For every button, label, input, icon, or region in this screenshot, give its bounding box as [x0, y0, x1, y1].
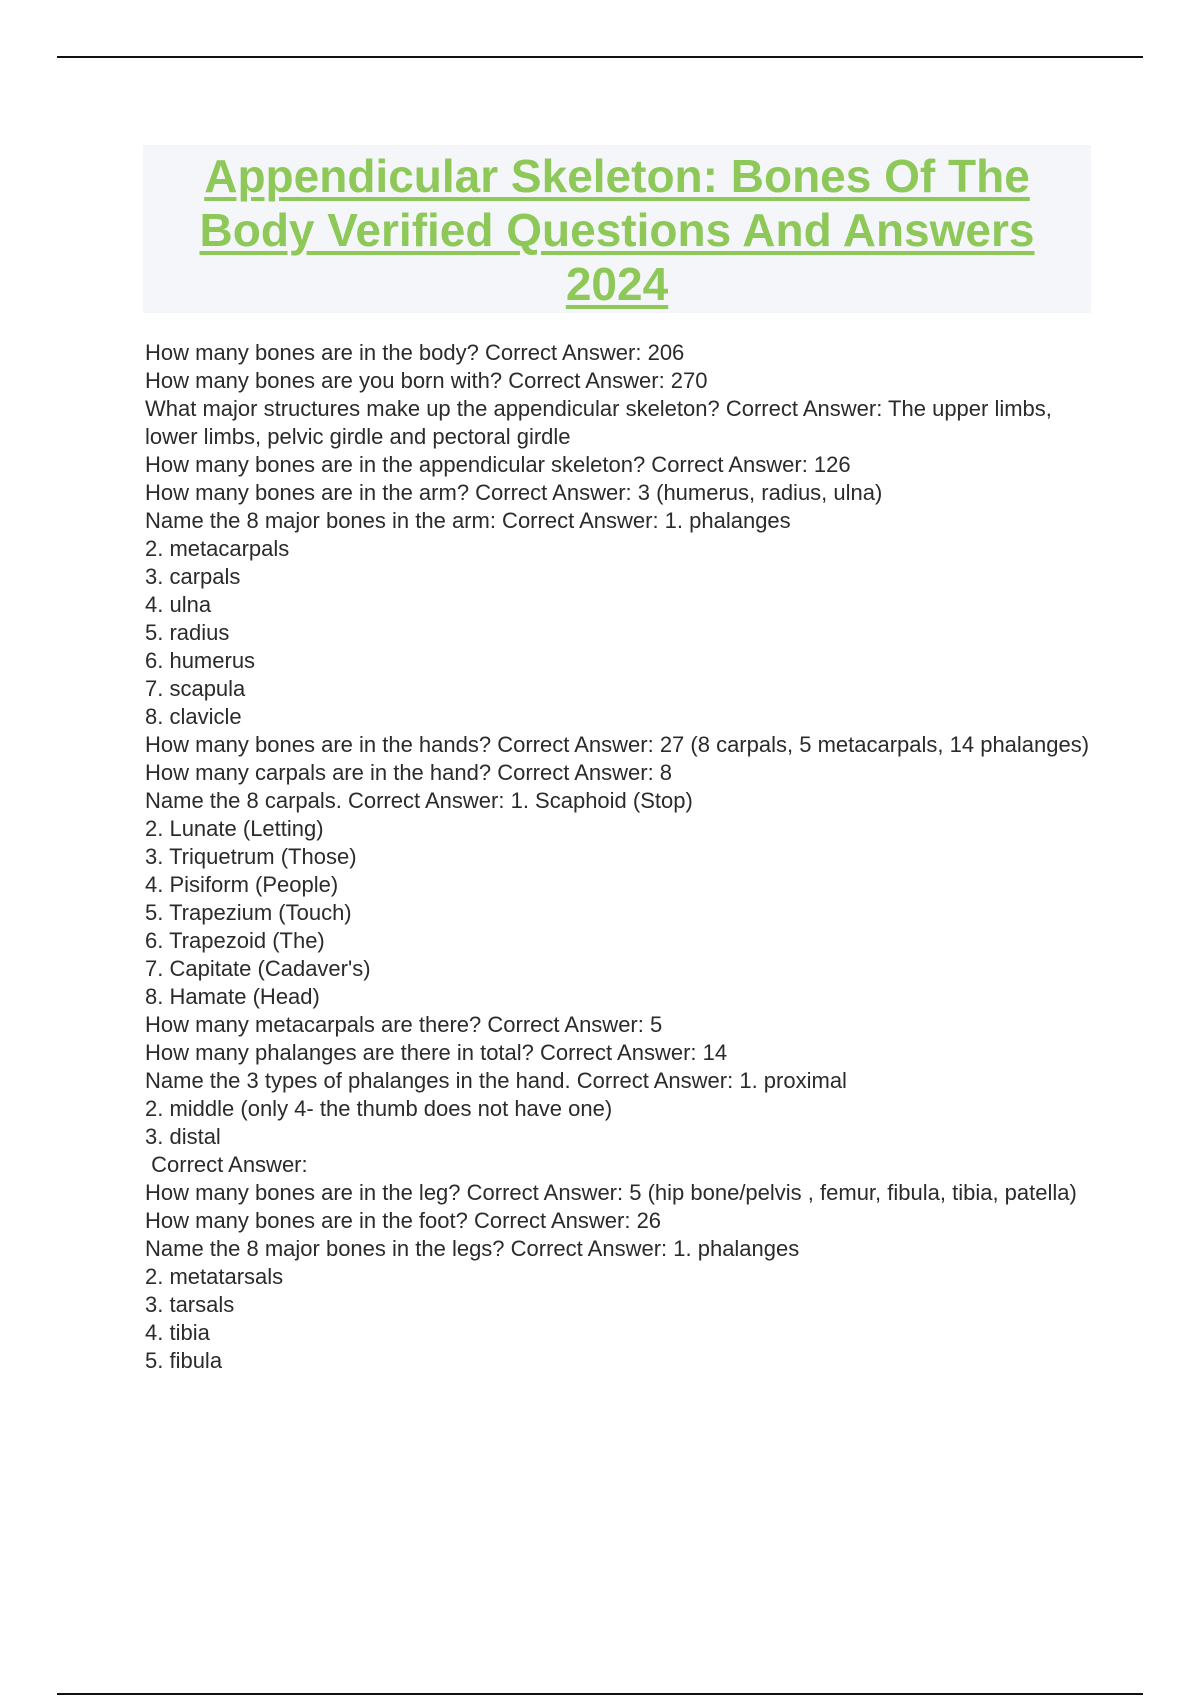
qa-line: How many bones are in the foot? Correct Answer: 26 — [145, 1208, 662, 1233]
qa-line: 7. Capitate (Cadaver's) — [145, 956, 371, 981]
qa-line: 3. tarsals — [145, 1292, 235, 1317]
qa-line: 4. ulna — [145, 592, 212, 617]
qa-line: 2. metacarpals — [145, 536, 290, 561]
qa-line: Name the 8 major bones in the legs? Correct Answer: 1. phalanges — [145, 1236, 800, 1261]
qa-line: 5. radius — [145, 620, 230, 645]
qa-line: Name the 8 carpals. Correct Answer: 1. Scaphoid (Stop) — [145, 788, 693, 813]
top-rule — [57, 56, 1143, 58]
qa-line: Name the 3 types of phalanges in the hand. Correct Answer: 1. proximal — [145, 1068, 847, 1093]
bottom-rule — [57, 1693, 1143, 1695]
qa-line: How many bones are in the appendicular skeleton? Correct Answer: 126 — [145, 452, 851, 477]
qa-line: 8. Hamate (Head) — [145, 984, 320, 1009]
qa-line: How many metacarpals are there? Correct Answer: 5 — [145, 1012, 663, 1037]
qa-line: 3. carpals — [145, 564, 241, 589]
qa-line: What major structures make up the appendicular skeleton? Correct Answer: The upper limbs, lower limbs, pelvic girdle and pectoral girdle — [145, 396, 1059, 449]
qa-content — [145, 339, 1095, 1375]
qa-line: How many bones are in the hands? Correct Answer: 27 (8 carpals, 5 metacarpals, 14 phalanges) — [145, 732, 1090, 757]
qa-line: 8. clavicle — [145, 704, 242, 729]
qa-line: How many bones are in the body? Correct Answer: 206 — [145, 340, 685, 365]
qa-line: 2. middle (only 4- the thumb does not have one) — [145, 1096, 613, 1121]
qa-line: How many bones are in the arm? Correct Answer: 3 (humerus, radius, ulna) — [145, 480, 883, 505]
qa-line: 4. tibia — [145, 1320, 210, 1345]
qa-line: How many phalanges are there in total? Correct Answer: 14 — [145, 1040, 728, 1065]
qa-line: 2. Lunate (Letting) — [145, 816, 324, 841]
qa-line: How many carpals are in the hand? Correct Answer: 8 — [145, 760, 673, 785]
qa-line: 6. Trapezoid (The) — [145, 928, 325, 953]
document-title: Appendicular Skeleton: Bones Of The Body Verified Questions And Answers 2024 — [199, 150, 1035, 310]
qa-line: 2. metatarsals — [145, 1264, 284, 1289]
qa-line: How many bones are you born with? Correct Answer: 270 — [145, 368, 708, 393]
qa-line: 3. Triquetrum (Those) — [145, 844, 357, 869]
qa-line: 4. Pisiform (People) — [145, 872, 339, 897]
qa-line: Name the 8 major bones in the arm: Correct Answer: 1. phalanges — [145, 508, 791, 533]
qa-line: 6. humerus — [145, 648, 256, 673]
title-box — [143, 145, 1091, 313]
qa-line: 7. scapula — [145, 676, 246, 701]
qa-line: 3. distal — [145, 1124, 221, 1149]
qa-line: 5. Trapezium (Touch) — [145, 900, 352, 925]
qa-line: 5. fibula — [145, 1348, 223, 1373]
qa-line: Correct Answer: — [145, 1152, 308, 1177]
qa-line: How many bones are in the leg? Correct Answer: 5 (hip bone/pelvis , femur, fibula, tibia, patella) — [145, 1180, 1077, 1205]
